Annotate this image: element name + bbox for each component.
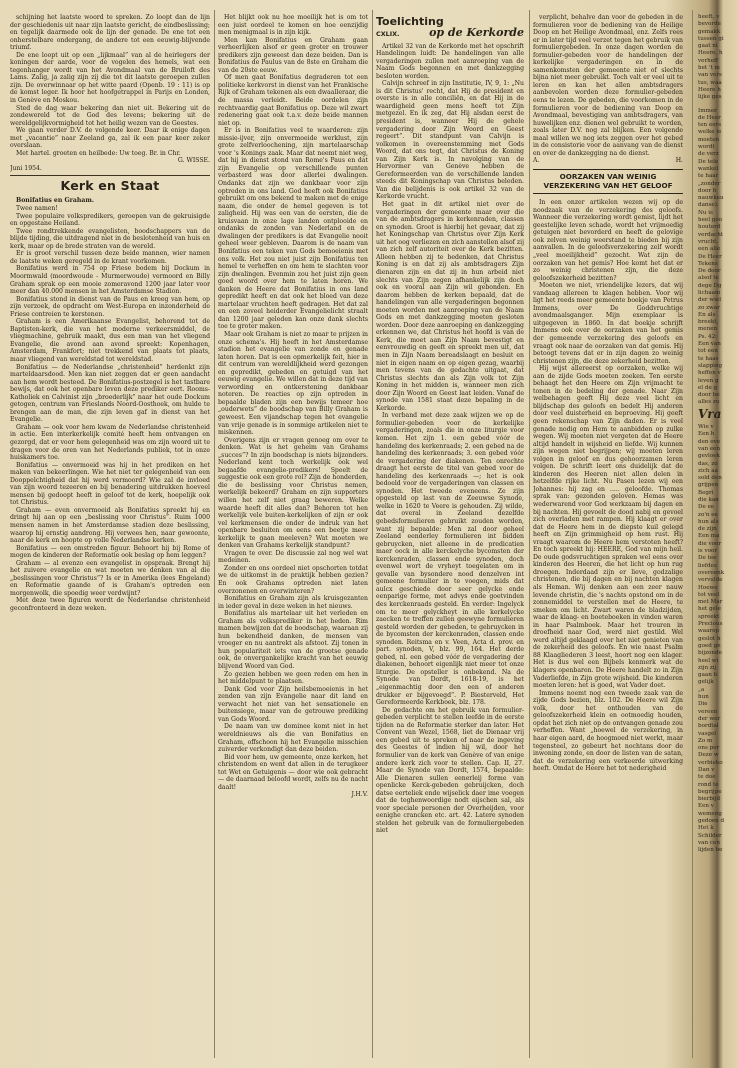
text-fragment: En als	[698, 311, 716, 318]
text-fragment: wemeng	[698, 810, 722, 817]
section-number: CXLIX.	[376, 30, 400, 38]
text-fragment: de Heer	[698, 114, 721, 121]
paragraph: Zonder en ons oordeel niet opschorten totdat we de uitkomst in de praktijk hebben gezien? En ook Grahams optreden niet laten overzonenen en overwinteren?	[218, 564, 368, 595]
text-fragment: danse).	[698, 202, 719, 209]
text-fragment: van vers	[698, 72, 722, 79]
paragraph: Sted de dag waar bekering dan niet uit. Bekering uit de zondewereld tot de God des levens; bekering uit de wereldgelijkvormigheid tot het heilig wezen van de Geestes.	[10, 104, 210, 127]
text-fragment: zich aa	[698, 467, 718, 474]
paragraph: Graham — al evenzo een evangelist in opspraak. Brengt hij het zuivere evangelie en wat moeten we denken van al die „beslissingen voor Christus”? Is er in Amerika (lees Engeland) en Reformatie gaande of is Graham's optreden een morgenwolk, die spoedig weer verdwijnt?	[10, 559, 210, 597]
paragraph: Bonifatius als martelaar uit het verleden en Graham als volksprediker in het heden. Rim mamen bewijzen dat de boodschap, waaraan zij hun bekendheid danken, de mensen van vroeger en nu aantrekt als afstoot. Zij tonen in hun populariteit iets van de grootse genade ook, de onvergankelijke kracht van het eeuwig blijvend Woord van God.	[218, 610, 368, 671]
paragraph: Twee namen!	[16, 205, 58, 213]
text-fragment: Het k	[698, 825, 714, 832]
text-fragment: moeten	[698, 136, 720, 143]
text-fragment: die voor	[698, 540, 722, 547]
text-fragment: dege Dg	[698, 282, 722, 289]
text-fragment: vereen	[698, 708, 718, 715]
text-fragment: liefdes	[698, 562, 717, 569]
paragraph: Overigens zijn er vragen genoeg om over te denken. Wat is het geheim van Grahams „succes”? In zijn boodschap is niets bijzonders. Nederland kent toch werkelijk ook wel begaafde evangelie-predikers! Speelt de suggestie ook een grote rol? Zijn de honderden, die de beslissing voor Christus nemen, werkelijk bekeerd? Graham en zijn supporters willen het zelf niet graag beweren. Welke waarde heeft dit alles dan? Behoren tot hen werkelijk vele buiten-kerkelijken of zijn er ook vel kerkmensen die onder de indruk van het openbare besluiten om eens een beetje meer kerkelijk te gaan meeleven? Wat moeten we denken van Grahams kerkelijk standpunt?	[218, 436, 368, 550]
paragraph: Men kan Bonifatius en Graham gaan verheerlijken alsof er geen groter en trouwer predikers zijn geweest dan deze beiden. Dan is Bonifatius de Paulus van de 8ste en Graham die van de 20ste eeuw.	[218, 36, 368, 74]
text-fragment: van cen	[698, 839, 720, 846]
text-fragment: sold den	[698, 475, 722, 482]
text-fragment: tus, waa	[698, 79, 722, 86]
text-fragment: die kan	[698, 497, 719, 503]
paragraph: Artikel 32 van de Kerkorde met het opschrift Handelingen luidt: De handelingen van alle vergaderingen zullen met aanroeping van de Naam Gods begonnen en met dankzegging besloten worden.	[376, 42, 524, 80]
paragraph: De naam van uw dominee komt niet in het wereldnieuws als die van Bonifatius en Graham, offschoon hij het Evangelie misschien zuiverder verkondigt dan deze beiden.	[218, 723, 368, 754]
text-fragment: Wie v	[698, 424, 714, 431]
text-fragment: alsof te	[698, 275, 719, 282]
paragraph: Bonifatius — een omstreden figuur. Behoort hij bij Rome of mogen de kinderen der Reformatie ook beslag op hem leggen?	[10, 544, 210, 560]
text-fragment: vasgel	[698, 730, 717, 737]
column-divider	[372, 10, 373, 1058]
signature: J.H.V.	[351, 791, 368, 799]
text-fragment: Heere h	[698, 86, 721, 93]
paragraph: In verband met deze zaak wijzen we op de formulier-gebeden voor de kerkelijke vergaderingen, zoals die in onze liturgie voor komen. Het zijn 1. een gebed vóór de handeling des kerkenraads; 2. een gebed na de handeling des kerkenraads; 3. een gebed vóór de vergadering der diakenen. Ten onrechte draagt het eerste de titel van gebed voor de handeling des kerkenraads —; het is ook bedoeld voor de vergaderingen van classen en synoden. Het tweede eveneens. Ze zijn opgesteld op last van de Zeeuwse Synode, welke in 1620 te Veere is gehouden. Zij wilde, dat overal in Zeeland dezelfde gebedsformulieren gebruikt zouden worden, want zij bepaalde: Men zal door geheel Zeeland eenderley formulieren int bidden gebruycken, niet alleene in de predicatien maer oock in alle kerckelyche bycomsten der kerckenraden, classen ende synoden, doch evenwel wort de vryheyt toegelaten om in gevalle van bysondere nood denzelven int gemeene formulier in te voegen, mids dat aulcx geschiede door seer gelycke ende eenparige forme, met advys ende goetvinden des kerckenraads gesteld. En verder: Ingelyck om te meer gelyckheyt in alle kerkelycke zaecken te treffen zullen geewyne formulieren gesteld worden der gebeden, te gebruycken in de bycomsten der kerckenraden, classen ende synoden. Reitsma en v. Veen, Acta d. prov. en part. synoden, V, blz. 99, 164. Het derde gebed, nl. een gebed vóór de vergadering der diakenen, behoort eigenlijk niet meer tot onze liturgie. De opsteller is onbekend. Na de Synode van Dordt, 1618-19, is het „eigenmachtig door den een of anderen drukker er bijgevoegd”. P. Biesterveld, Het Gereformeerde Kerkboek, blz. 178.	[376, 412, 524, 707]
text-fragment: alles zu	[698, 399, 720, 406]
text-fragment: Die	[698, 701, 708, 708]
text-fragment: wankel	[698, 165, 719, 172]
paragraph: Bid voor hem, uw gemeente, onze kerken, het christendom en went dat allen in de terugkeer tot Wet en Getuigenis — door wie ook gebracht — de daarnaad beloofd wordt, zelfs nu de nacht daalt!	[218, 753, 368, 791]
paragraph: Vragen te over. De discussie zal nog wel wat medeinen.	[218, 549, 368, 565]
text-fragment: overeenk	[698, 569, 725, 576]
text-fragment: Deze w	[698, 752, 719, 759]
text-fragment: welke le	[698, 129, 722, 136]
text-fragment: Tekens	[698, 260, 718, 267]
text-fragment: heffen v	[698, 370, 721, 377]
text-fragment: tot een	[698, 348, 718, 355]
paragraph: Bonifatius — de Nederlandse „christenheid” herdenkt zijn marteldaarsdood. Men kan niet zeggen dat er geen aandacht aan hem wordt besteed. De Bonifatius-postzegel is het tastbare bewijs, dat ook het openbare leven deze prediker eert. Rooms-Katholiek en Calvinist zijn „broederlijk” naar het oude Dockum getogen, centrum van Frieslands Noord-Oosthoek, om hulde te brengen aan de man, die zijn leven gaf in dienst van het Evangelie.	[10, 363, 210, 424]
text-fragment: zijn zij	[698, 664, 717, 671]
paragraph: Zo gezien hebben we geen reden om hen in het middelpunt te plaatsen.	[218, 670, 368, 686]
paragraph: Dank God voor Zijn heilsbemoeienis in het zenden van zijn Evangelie naar dit land en verwacht het niet van het sensationele en buitensiege, maar van de getrouwe prediking van Gods Woord.	[218, 685, 368, 723]
text-fragment: Immer	[698, 107, 717, 114]
text-fragment: den ove	[698, 438, 721, 445]
text-fragment: gaan b	[698, 672, 718, 679]
paragraph: Bonifatius — onvermoeid was hij in het prediken en het maken van bekeerlingen. Wie het niet ter gelegenheid van een Dooppelchtigheid dat hij werd vermoord? Wie zal de invloed van zijn woord tezeeren en bij benadering uitdrukken hoeveel mensen bij gedoopt heeft in geloof tot de kerk, hoepelijk ook tot Christus.	[10, 461, 210, 507]
text-fragment: „zonder	[698, 180, 721, 187]
paragraph: Het gaat in dit artikel niet over de vergaderingen der gemeente maar over die van de ambtsdragers in kerkenraden, classen en synoden. Groot is hierbij het gevaar, dat zij het Koningschap van Christus over Zijn Kerk uit het oog verliezen en zich aanstellen alsof zij van zich zelf autoriteit over de Kerk bezitten. Alleen hebben zij te bedenken, dat Christus Koning is en dat zij als ambtsdragers Zijn dienaren zijn en dat zij in hun arbeid niet slechts van Zijn zegen afhankelijk zijn doch ook en vooral aan Zijn wil gebonden. En daarom hebben de kerken bepaald, dat de handelingen van alle vergaderingen begonnen moeten worden met aanroeping van de Naam Gods en met dankzegging moeten gesloten worden. Door deze aanroeping en dankzegging erkennen we, dat Christus het hoofd is van de Kerk, die moet aan Zijn Naam bevestigt en eenvrouwdig en geeft en spreekt men uit, dat men in Zijn Naam bereadslaagt en besluit en niet in eigen naam en op eigen gezag, waarbij men tevens van de gedachte uitgaat, dat Christus slechts dan als Zijn volk tot Zijn Koning in het midden is, wanneer men zich door Zijn Woord en Geest laat leiden. Vanaf de synode van 1581 staat deze bepaling in de Kerkorde.	[376, 201, 524, 412]
text-fragment: tussen gi	[698, 35, 724, 42]
text-fragment: de zijn	[698, 526, 717, 533]
paragraph: Met deze twee figuren wordt de Nederlandse christenheid geconfronteerd in deze weken.	[10, 597, 210, 613]
section-rule	[10, 175, 210, 176]
text-fragment: ten eers	[698, 122, 722, 129]
text-fragment: De Heer	[698, 253, 722, 260]
paragraph: Er is in Bonifatius veel te waarderen: zijn missie-ijver, zijn onvermoeide werklust, zijn grote zelfverloochening, zijn martelaarschap voor 's Konings zaak. Maar dat neemt niet weg, dat hij in dienst stond van Rome's Paus en dat zijn Evangelie op verschillende punten verbasterd was door allerlei dwalingen. Ondanks dat zijn we dankbaar voor zijn optreden in ons land. God heeft ook Bonifatius gebruikt om ons bekend te maken met de enige naam, die onder de hemel gegeven is tot zaligheid. Hij was een van de eersten, die de kruisvaan in onze lage landen ontplooide en ondanks de zonden van Nederland en de dwalingen der predikers is dat Evangelie nooit geheel weer gebleven. Daarom is de naam van Bonifatius een teken van Gods bemoeienis met ons volk. Het zou niet juist zijn Bonifatius ten hemel te verheffen en om hem te slachten voor zijn dwalingen. Evenmin zou het juist zijn geen goed woord over hem te laten horen. We danken de Heere dat Bonifatius in ons land gepredikt heeft en dat ook het bloed van deze martelaar vruchten heeft gedragen. Het dat zal en een zoveel heiderder Evangelielicht straalt dan 1200 jaar geleden kan onze dank slechts toe te groter maken.	[218, 127, 368, 331]
text-fragment: te doe	[698, 774, 716, 781]
text-fragment: tot veel	[698, 591, 720, 598]
paragraph: verplicht, behalve dan voor de gebeden in de formulieren voor de bediening van de Heilige Doop en het Heilige Avondmaal, enz. Zelfs rees er in later tijd veel verzet tegen het gebruik van formuliergebeden. In onze dagen worden de formulier-gebeden voor de handelingen der kerkelijke vergaderingen en in de samenkomsten der gemeente niet of slechts bijna niet meer gebruikt. Toch valt er veel uit te leren en kan het allen ambtsdragers aanbevolen worden deze formulier-gebeden eens te lezen. De gebeden, die voorkomen in de formulieren voor de bediening van Doop en Avondmaal, bevestiging van ambtsdragers, van huwelijken enz. dienen wel gebruikt te worden, zoals later D.V. nog zal blijken. Een volgende maal willen we nog iets zeggen over het gebed in de consistorie voor de aanvang van de dienst en over de dankzegging na de dienst.	[533, 14, 683, 157]
text-fragment: het gele	[698, 606, 721, 613]
text-fragment: Heere, h	[698, 50, 723, 57]
paragraph: Of men gaat Bonifatius degraderen tot een politieke kerkvorst in dienst van het Frankische Rijk of Graham tekenen als een dwaalleraar, die de massa verleidt. Beide oordelen zijn rechtvaardig gaat Bonifatius op. Deze wil zwart redenering gaat ook t.a.v. deze beide mannen niet op.	[218, 74, 368, 127]
text-fragment: vrucht.	[698, 238, 719, 245]
text-fragment: heel wi	[698, 657, 719, 664]
text-fragment: waarop	[698, 628, 720, 635]
text-fragment: hun	[698, 694, 709, 701]
column-divider	[692, 10, 693, 1058]
text-fragment: el de g	[698, 384, 718, 391]
text-fragment: De tele	[698, 158, 719, 165]
text-fragment: begrijpe	[698, 788, 722, 795]
text-fragment: leven g	[698, 377, 719, 384]
paragraph: Bonifatius werd in 754 op Friese bodem bij Dockum in Moormwald (moordwoude - Murmerwoude) vermoord en Billy Graham sprak op een mooie zomeravond 1200 jaar later voor meer dan 40.000 mensen in het Amsterdamse Stadion.	[10, 265, 210, 296]
date-line: Juni 1954.	[10, 164, 42, 172]
signature-line	[533, 157, 683, 165]
text-fragment: lijden be	[698, 847, 723, 854]
text-fragment: gelijk	[698, 679, 714, 686]
headline-toelichting: Toelichting	[376, 15, 444, 28]
text-fragment: verheff	[698, 57, 719, 64]
paragraph: Bonifatius en Graham zijn als kruisgezanten in ieder geval in deze weken in het nieuws.	[218, 595, 368, 610]
column-4	[533, 14, 683, 1054]
text-fragment: goed ge	[698, 642, 721, 649]
text-fragment: heel goo	[698, 217, 723, 224]
text-fragment: vervulde	[698, 577, 723, 584]
paragraph: Graham is een Amerikaanse Evangelist, behorend tot de Baptisten-kerk, die van het moderne verkeersmiddel, de vliegmachine, gebruik maakt, dus een man van het vliegend Evangelie, die avond aan avond spreekt: Kopenhagen, Amsterdam, Frankfort; niet trekkend van plaats tot plaats, maar vliegend van wereldstad tot wereldstad.	[10, 318, 210, 363]
text-fragment: te haas	[698, 355, 719, 362]
paragraph: Calvijn schreef in zijn Institutie, IV, 9, 1: „Nu is dit Christus' recht, dat Hij de president en overste is in alle conciliën, en dat Hij in de waardigheid geen mens heeft tot Zijn metgezel. En ik zeg, dat Hij alsdan eerst de president is, wanneer Hij de gehele vergadering door Zijn Woord en Geest regeert”. Dit standpunt van Calvijn is volkomen in overeenstemming met Gods Woord, dat ons tegt, dat Christus de Koning van Zijn Kerk is. In navolging van de Hervormer van Genève hebben de Gereformeerden van de verschillende landen steeds dit Koningschap van Christus beleden. Van die belijdenis is ook artikel 32 van de Kerkorde vrucht.	[376, 80, 524, 201]
signature-line	[10, 157, 210, 165]
text-fragment: gaat ni	[698, 43, 718, 50]
paragraph: De ene loopt uit op een „lijkmaal” van al de heirlegers der koningen der aarde, voor de vogelen des hemels, wat een tegenhanger wordt van het Avondmaal van de Bruiloft des Lams. Zalig, ja zalig zijn zij die tot dit laatste geroepen zullen zijn. De overwinnaar op het witte paard (Openb. 19 : 11) is op de komst leger. Ik hoor het hoofgetrappel in Parijs en Londen, in Genève en Moskou.	[10, 51, 210, 105]
paragraph: In een onzer artikelen wezen wij op de noodzaak van de verzekering des geloofs. Wanneer die verzekering wordt gemist, lijdt het geestelijke leven schade, wordt het vrijmoedig getuigen niet bevorderd en heeft de gelovige ook zelven weinig weerstand te bieden bij zijn aanvallen. In de geloofsverzekering zelf wordt „veel moeilijkheid” gezocht. Wat zijn de oorzaken van het gemis? Hoe komt het dat er zo weinig christenen zijn, die deze geloofszekerheid bezitten?	[533, 199, 683, 282]
text-fragment: De tee	[698, 555, 717, 562]
paragraph: Graham — ook voor hem kwam de Nederlandse christenheid in actie. Een interkerkelijk comité heeft hem ontvangen en gezorgd, dat er voor hem gelegenheid was om zijn woord uit te dragen voor de oren van het Nederlands publiek, tot in onze huiskamers toe.	[10, 423, 210, 462]
column-divider	[214, 10, 215, 1058]
text-fragment: De ee	[698, 504, 715, 511]
column-1	[10, 14, 210, 1054]
paragraph: Er is groot verschil tussen deze beide mannen, wier namen de laatste weken geregeld in de krant voorkomen.	[10, 250, 210, 265]
paragraph: De gedachte om het gebruik van formulier-gebeden verplicht te stellen leefde in de eerste tijden na de Reformatie sterker dan later. Het Convent van Wezel, 1568, liet de Dienaar vrij een gebed uit te spreken of naar de ingeving des Geestes óf indien hij wil, door het formulier van de kerk van Genève of van enige andere kerk zich voor te stellen. Cap. II, 27. Maar de Synode van Dordt, 1574, bepaalde: Alle Dienaren sullen eenerleij forme van openlicke Kerck-gebeden gebruijcken, doch datse eerteliek ende wijselick daer ime voegen dat de teghenwoordige nodt eijschen sal, als voor speciale personen der Overheijden, voor eenighe crancken etc. art. 42. Latere synoden stelden het gebruik van de formuliergebeden niet	[376, 706, 524, 835]
author-initial-right: H.	[675, 157, 683, 165]
column-divider	[529, 10, 530, 1058]
text-fragment: door he	[698, 392, 720, 399]
text-fragment: menen	[698, 326, 718, 333]
paragraph: Met hartel. groeten en heilbede: Uw toeg. Br. in Chr.	[16, 149, 181, 157]
text-fragment: slapping	[698, 362, 723, 369]
text-fragment: lichaam	[698, 289, 721, 296]
text-fragment: de verz	[698, 151, 719, 158]
text-fragment: Ps. 42:	[698, 333, 718, 340]
text-fragment: spreekt	[698, 613, 720, 620]
text-fragment: het 't m	[698, 65, 720, 72]
text-fragment: Nu is	[698, 209, 713, 216]
headline-kerk-en-staat: Kerk en Staat	[60, 178, 160, 194]
text-fragment: der wer	[698, 715, 721, 722]
text-fragment: Begri	[698, 489, 714, 496]
column-5-cut-off	[698, 14, 732, 1054]
text-fragment: bierbijd	[698, 796, 721, 803]
text-fragment: gemakk	[698, 28, 721, 35]
text-fragment: een alle	[698, 246, 721, 253]
text-fragment: Precious	[698, 621, 723, 628]
text-fragment: geslot h	[698, 635, 721, 642]
paragraph: Het blijkt ook nu hoe moeilijk het is om tot een juist oordeel te komen en hoe eenzijdig men menigmaal is in zijn kijk.	[218, 14, 368, 37]
signature-line	[218, 791, 368, 799]
text-fragment: wordt	[698, 144, 715, 151]
column-2	[218, 14, 368, 1054]
author-initial-left: A.	[533, 157, 540, 165]
subheading: Bonifatius en Graham.	[16, 197, 94, 205]
text-fragment: Hoewe	[698, 584, 718, 591]
paragraph: schijning het laatste woord te spreken. Zo loopt dan de lijn der geschiedenis uit naar zijn laatste gericht, de eindbeslissing; en tegelijk daarmede ook de lijn der genade. De ene tot een onherstelbare ondergang, de andere tot een eeuwig-blijvende triumf.	[10, 14, 210, 52]
paragraph: Moeten we niet, vriendelijke lezers, dat wij vandaag allereen te klagen hebben. Voor wij ligt het reeds meer gemeente boekje van Petrus Immens, over De Goddvruchtige avondmaalsganger. Mijn exemplaar is uitgegeven in 1860. In dat boekje schrijft Immens ook over de oorzaken van het gemis der gemeende verzekering des geloofs en vraagt ook naar de oorzaken van dat gemis. Hij betoogt tevens dat er in zijn dagen zo weinig christenen zijn, die deze zekerheid bezitten.	[533, 282, 683, 365]
text-fragment: zo'n ee	[698, 511, 718, 518]
paragraph: Graham — even onvermoeid als Bonifatius spreekt hij en dringt hij aan op een „beslissing voor Christus”. Ruim 1000 mensen namen in het Amsterdamse stadion deze beslissing, waarop hij ernstig aandrong. Hij verwees hen, naar gewoonte, naar de kerk en hoopte op volle Nederlandse kerken.	[10, 506, 210, 545]
text-fragment: ons per	[698, 745, 720, 752]
text-fragment: met Mar	[698, 599, 723, 606]
text-fragment: Een van	[698, 341, 721, 348]
text-fragment: lijke ges	[698, 94, 722, 101]
text-fragment: bordtal	[698, 723, 719, 730]
paragraph: Twee rondtrekkende evangelisten, boodschappers van de blijde tijding, die uitdragend niet in de beslotenheid van huis en kerk, maar op de brede straten van de wereld.	[10, 227, 210, 250]
signature: G. WISSE.	[177, 157, 210, 165]
headline-kerkorde: op de Kerkorde	[429, 26, 524, 39]
headline-oorzaken: OORZAKEN VAN WEINIG VERZEKERING VAN HET GELOOF	[533, 169, 683, 194]
headline-subline	[376, 26, 524, 39]
text-fragment: houterd	[698, 224, 721, 231]
text-fragment: heeft, v	[698, 14, 720, 20]
text-fragment: gevloek	[698, 453, 720, 460]
text-fragment: Een h	[698, 431, 715, 438]
paragraph: Immens noemt nog een tweede zaak van de zijde Gods bezien, blz. 102. De Heere wil Zijn volk, door het onthouden van de geloofszekerheid klein en ootmoedig houden, opdat het zich niet op de ontvangen genade zou verheffen. Want „hoewel de verzekering, in haar eigen aard, de hoogmoed niet werkt, maar tegensteel, zo gebeurt het nochtans door de inwoning zonde, en door de listen van de satan, dat de verzekering een verkeerde uitwerking heeft. Omdat de Heere het tot nederigheid	[533, 689, 683, 773]
text-fragment: das, zo	[698, 460, 718, 467]
text-fragment: rond te	[698, 781, 719, 788]
text-fragment: Schilder	[698, 832, 722, 839]
column-3	[376, 14, 524, 1054]
paragraph: Twee populaire volkspredikers, geroepen van de gekruisigde en opgestane Heiland.	[10, 212, 210, 228]
text-fragment: Dan v	[698, 766, 715, 773]
text-fragment: „a	[698, 686, 705, 693]
text-fragment: De door	[698, 268, 721, 275]
paragraph: Maar ook Graham is niet zo maar te prijzen in onze schema's. Hij heeft in het Amsterdamse stadion het evangelie van zonde en genade laten horen. Dat is een opmerkelijk feit, hier in dit centrum van wereldlijkheid werd gezongen en gepredikt, gebeden en getuigd van het eeuwig evangelie. We willen dat in deze tijd van verwording en ontkerstening dankbaar noteren. De reacties op zijn optreden in bepaalde bladen zijn een bewijs temeer hoe „ouderwets” de boodschap van Billy Graham is geweest. Een vijandschap tegen het evangelie van vrije genade is in sommige artikelen niet te miskennen.	[218, 330, 368, 437]
text-fragment: is voor	[698, 548, 718, 555]
paragraph: Hij wijst allereerst op oorzaken, welke wij aan de zijde Gods moeten zoeken. Ten eerste behaagt het den Heere om Zijn vrijmacht te tonen in de bedeling der genade. Naar Zijn welbehagen geeft Hij deze veel licht en blijdschap des geloofs en bedelt Hij anderen door veel duisterheid en beproeving. Hij geeft geen rekenschap van Zijn daden. Er is veel genade nodig om Hem te aanbidden op zulke wegen. Wij moeten niet vergeten dat de Heere altijd handelt in wijsheid en liefde. Wij kunnen zijn wegen niet begrijpen; wij moeten leren volgen in geloof en dus gehoorzamen leren volgen. De schrift leert ons duidelijk dat de kinderen des Heeren niet allen delen in hetzelfde rijke licht. Nu Pasen lezen wij een Johannes: hij zag en ..... geloofde. Thomas sprak van: gezonden geloven. Hemas was wederwarend voor God werkzaam bij dagen en bij nachten. Hij gevoelt de dood nabij en gevoel zich overladen met rampen. Hij klaagt er over dat de Heere hem in de diepste kuil gelegd heeft en Zijn grimmigheid op hem rust. Hij vraagt waarom de Heere hem verstoten heeft? En toch spreekt hij: HEERE, God van mijn heil. De oude godsvruchtigen spraken wel eens over kinderen des Heeren, die het licht op hun rug droegen. Inderdaad zijn er lieve, godzalige christenen, die bij dagen en bij nachten klagen als Heman. Wij denken aan een zeer nauw levende christin, die 's nachts opstond om in de zonnemiddel te verstellen met de Heere, te smeken om licht. Zwart waren de bladzijden, waar de klaag- en boeteboeken in vinden waren in haar Psalmboek. Maar het trouren in droefheid naar God, werd niet gestild. Wel werd altijd geklaagd over het niet genieten van de zekerheid des geloofs. En wie naast Psalm 88 Klaagliederen 3 leest, hoort nog een klager. Het is dus wel een Bijbels kenmerk wat de klagers openbaren. De Heere handelt zo in Zijn Vaderliefde, in Zijn grote wijsheid. Die kinderen moeten leren: het is goed, wat Vader doet.	[533, 365, 683, 690]
headline-fragment: Vra	[698, 406, 722, 421]
text-fragment: bevorde	[698, 21, 721, 28]
text-fragment: verdacht	[698, 231, 724, 238]
text-fragment: breekt,	[698, 319, 719, 326]
text-fragment: bijzonde	[698, 650, 722, 657]
text-fragment: hun als	[698, 518, 719, 525]
paragraph: We gaan verder D.V. de volgende keer. Daar ik enige dagen met „vacantie” naar Zeeland ga, zal ik een paar keer zeker overslaan.	[10, 127, 210, 150]
text-fragment: verbieko	[698, 759, 723, 766]
text-fragment: Zo m	[698, 737, 713, 744]
text-fragment: van een	[698, 445, 721, 452]
text-fragment: te haar	[698, 173, 719, 180]
text-fragment: door h	[698, 187, 717, 194]
text-fragment: grijpen	[698, 482, 719, 489]
text-fragment: Een ma	[698, 533, 720, 540]
text-fragment: gedoen d	[698, 818, 725, 825]
text-fragment: der wiel	[698, 297, 722, 304]
paragraph: Bonifatius stond in dienst van de Paus en kreeg van hem, op zijn verzoek, de opdracht om West-Europa en inzonderheid de Friese contreien te kerstenen.	[10, 295, 210, 318]
text-fragment: zo zwar	[698, 304, 720, 311]
text-fragment: Een v	[698, 803, 714, 810]
text-fragment: nauwkeu	[698, 195, 724, 202]
